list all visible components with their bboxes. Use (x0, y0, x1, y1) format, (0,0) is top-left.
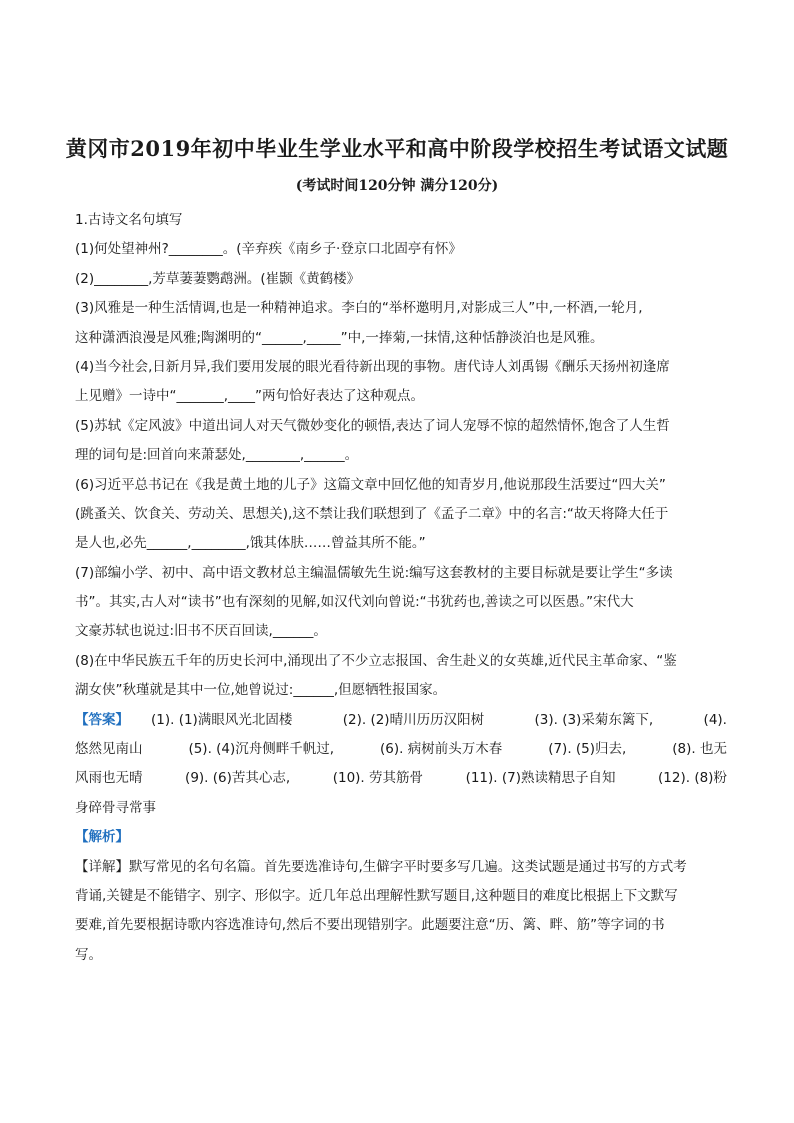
answer-item: 身碎骨寻常事 (75, 799, 156, 816)
exam-subtitle: (考试时间120分钟 满分120分) (295, 178, 499, 194)
answer-item: (9). (6)苦其心志, (185, 770, 291, 787)
answer-item: (6). 病树前头万木春 (380, 741, 503, 758)
answer-row (75, 735, 727, 764)
exam-title: 黄冈市2019年初中毕业生学业水平和高中阶段学校招生考试语文试题 (65, 136, 729, 161)
question-line: 理的词句是:回首向来萧瑟处,________,______。 (75, 447, 359, 464)
question-line: (8)在中华民族五千年的历史长河中,涌现出了不少立志报国、舍生赴义的女英雄,近代民主革命家、“鉴 (75, 652, 677, 669)
analysis-line: 写。 (75, 946, 102, 963)
question-line: 上见赠》一诗中“_______,____”两句恰好表达了这种观点。 (75, 388, 425, 405)
question-line: 是人也,必先______,________,饿其体肤……曾益其所不能。” (75, 535, 426, 552)
analysis-heading (75, 823, 727, 852)
question-line: (2)________,芳草萋萋鹦鹉洲。(崔颢《黄鹤楼》 (75, 270, 361, 287)
analysis-line: 【详解】默写常见的名句名篇。首先要选准诗句,生僻字平时要多写几遍。这类试题是通过书写的方式考 (75, 858, 687, 875)
question-line: (7)部编小学、初中、高中语文教材总主编温儒敏先生说:编写这套教材的主要目标就是要让学生“多读 (75, 564, 673, 581)
answer-row (75, 794, 727, 823)
question-line: 文豪苏轼也说过:旧书不厌百回读,______。 (75, 623, 327, 640)
answer-item: (8). 也无 (672, 741, 727, 758)
answer-item: (4). (703, 711, 727, 728)
question-line: (1)何处望神州?________。(辛弃疾《南乡子·登京口北固亭有怀》 (75, 241, 462, 258)
question-line: (3)风雅是一种生活情调,也是一种精神追求。李白的“举杯邀明月,对影成三人”中,一杯酒,一轮月, (75, 300, 643, 317)
answer-item: (10). 劳其筋骨 (332, 770, 424, 787)
question-line: (6)习近平总书记在《我是黄土地的儿子》这篇文章中回忆他的知青岁月,他说那段生活要过“四大关” (75, 476, 666, 493)
answer-item: (3). (3)采菊东篱下, (534, 711, 654, 728)
answer-row (75, 706, 727, 735)
question-line: (4)当今社会,日新月异,我们要用发展的眼光看待新出现的事物。唐代诗人刘禹锡《酬乐天扬州初逢席 (75, 358, 670, 375)
answer-item: (7). (5)归去, (548, 741, 627, 758)
question-heading: 1.古诗文名句填写 (75, 212, 183, 228)
answer-row (75, 764, 727, 793)
analysis-line: 背诵,关键是不能错字、别字、形似字。近几年总出理解性默写题目,这种题目的难度比根据上下文默写 (75, 887, 678, 904)
answer-item: (12). (8)粉 (658, 770, 727, 787)
question-line: 湖女侠”秋瑾就是其中一位,她曾说过:______,但愿牺牲报国家。 (75, 682, 447, 699)
detail-label: 【详解】 (75, 858, 129, 875)
question-line: (跳蚤关、饮食关、劳动关、思想关),这不禁让我们联想到了《孟子二章》中的名言:“故天将降大任于 (75, 505, 669, 522)
answer-item: 悠然见南山 (75, 741, 143, 758)
answer-item: (1). (1)满眼风光北固楼 (151, 711, 293, 728)
answer-label: 【答案】 (75, 711, 129, 728)
document-body (75, 206, 727, 970)
answer-item: (5). (4)沉舟侧畔千帆过, (188, 741, 335, 758)
analysis-label: 【解析】 (75, 829, 129, 846)
question-line: (5)苏轼《定风波》中道出词人对天气微妙变化的顿悟,表达了词人宠辱不惊的超然情怀,饱含了人生哲 (75, 417, 670, 434)
answer-item: (2). (2)晴川历历汉阳树 (342, 711, 485, 728)
analysis-line: 要难,首先要根据诗歌内容选准诗句,然后不要出现错别字。此题要注意“历、篱、畔、筋”等字词的书 (75, 917, 665, 934)
answer-item: 风雨也无晴 (75, 770, 143, 787)
question-line: 这种潇洒浪漫是风雅;陶渊明的“______,_____”中,一捧菊,一抹情,这种恬静淡泊也是风雅。 (75, 329, 604, 346)
question-line: 书”。其实,古人对“读书”也有深刻的见解,如汉代刘向曾说:“书犹药也,善读之可以医愚。”宋代大 (75, 594, 634, 611)
answer-item: (11). (7)熟读精思子自知 (465, 770, 616, 787)
